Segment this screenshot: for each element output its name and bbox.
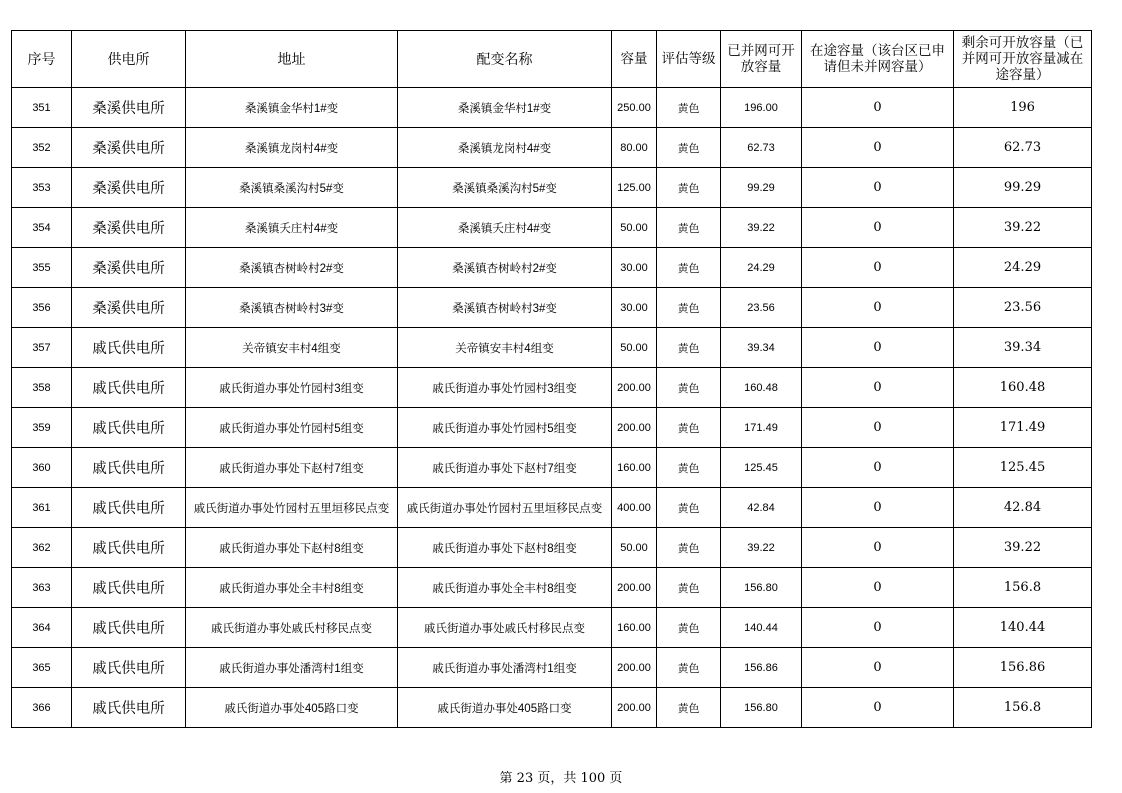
cell-seq: 354 [12, 208, 72, 248]
cell-remaining: 42.84 [954, 488, 1092, 528]
cell-capacity: 200.00 [612, 648, 657, 688]
cell-transformer: 桑溪镇金华村1#变 [398, 88, 612, 128]
table-row [12, 408, 1092, 448]
table-row [12, 128, 1092, 168]
cell-seq: 351 [12, 88, 72, 128]
cell-transformer: 戚氏街道办事处竹园村5组变 [398, 408, 612, 448]
cell-address: 戚氏街道办事处全丰村8组变 [186, 568, 398, 608]
cell-remaining: 156.86 [954, 648, 1092, 688]
cell-connected: 99.29 [721, 168, 802, 208]
cell-connected: 39.22 [721, 528, 802, 568]
cell-transformer: 桑溪镇杏树岭村2#变 [398, 248, 612, 288]
cell-capacity: 250.00 [612, 88, 657, 128]
cell-address: 戚氏街道办事处潘湾村1组变 [186, 648, 398, 688]
cell-in-transit: 0 [802, 128, 954, 168]
table-row [12, 448, 1092, 488]
cell-address: 戚氏街道办事处405路口变 [186, 688, 398, 728]
table-row [12, 288, 1092, 328]
cell-remaining: 125.45 [954, 448, 1092, 488]
cell-in-transit: 0 [802, 528, 954, 568]
cell-address: 戚氏街道办事处竹园村5组变 [186, 408, 398, 448]
cell-grade: 黄色 [657, 408, 721, 448]
cell-in-transit: 0 [802, 688, 954, 728]
table-header [12, 31, 1092, 88]
cell-in-transit: 0 [802, 368, 954, 408]
capacity-table [11, 30, 1092, 728]
cell-in-transit: 0 [802, 488, 954, 528]
cell-grade: 黄色 [657, 488, 721, 528]
cell-grade: 黄色 [657, 288, 721, 328]
header-station: 供电所 [72, 31, 186, 88]
cell-seq: 363 [12, 568, 72, 608]
cell-address: 桑溪镇杏树岭村2#变 [186, 248, 398, 288]
cell-seq: 360 [12, 448, 72, 488]
cell-seq: 353 [12, 168, 72, 208]
cell-transformer: 桑溪镇杏树岭村3#变 [398, 288, 612, 328]
cell-transformer: 戚氏街道办事处全丰村8组变 [398, 568, 612, 608]
cell-capacity: 50.00 [612, 328, 657, 368]
header-grade: 评估等级 [657, 31, 721, 88]
cell-in-transit: 0 [802, 208, 954, 248]
table-row [12, 568, 1092, 608]
cell-grade: 黄色 [657, 248, 721, 288]
cell-capacity: 200.00 [612, 408, 657, 448]
table-row [12, 88, 1092, 128]
cell-address: 桑溪镇金华村1#变 [186, 88, 398, 128]
cell-station: 戚氏供电所 [72, 528, 186, 568]
cell-capacity: 160.00 [612, 448, 657, 488]
cell-capacity: 30.00 [612, 288, 657, 328]
cell-remaining: 23.56 [954, 288, 1092, 328]
cell-connected: 156.80 [721, 688, 802, 728]
cell-transformer: 戚氏街道办事处竹园村五里垣移民点变 [398, 488, 612, 528]
cell-connected: 160.48 [721, 368, 802, 408]
cell-station: 桑溪供电所 [72, 208, 186, 248]
cell-remaining: 62.73 [954, 128, 1092, 168]
cell-capacity: 30.00 [612, 248, 657, 288]
cell-station: 戚氏供电所 [72, 568, 186, 608]
cell-connected: 125.45 [721, 448, 802, 488]
table-body [12, 88, 1092, 728]
cell-transformer: 桑溪镇桑溪沟村5#变 [398, 168, 612, 208]
cell-seq: 358 [12, 368, 72, 408]
cell-remaining: 39.22 [954, 208, 1092, 248]
cell-in-transit: 0 [802, 288, 954, 328]
table-row [12, 528, 1092, 568]
cell-connected: 23.56 [721, 288, 802, 328]
cell-connected: 156.80 [721, 568, 802, 608]
cell-seq: 355 [12, 248, 72, 288]
cell-remaining: 24.29 [954, 248, 1092, 288]
cell-in-transit: 0 [802, 328, 954, 368]
cell-station: 桑溪供电所 [72, 88, 186, 128]
table-row [12, 168, 1092, 208]
header-remaining: 剩余可开放容量（已并网可开放容量减在途容量） [954, 31, 1092, 88]
header-in-transit: 在途容量（该台区已申请但未并网容量） [802, 31, 954, 88]
cell-station: 戚氏供电所 [72, 408, 186, 448]
cell-in-transit: 0 [802, 608, 954, 648]
cell-transformer: 戚氏街道办事处潘湾村1组变 [398, 648, 612, 688]
cell-station: 戚氏供电所 [72, 688, 186, 728]
cell-transformer: 关帝镇安丰村4组变 [398, 328, 612, 368]
cell-station: 戚氏供电所 [72, 368, 186, 408]
cell-seq: 359 [12, 408, 72, 448]
cell-grade: 黄色 [657, 128, 721, 168]
cell-connected: 156.86 [721, 648, 802, 688]
header-connected: 已并网可开放容量 [721, 31, 802, 88]
cell-station: 戚氏供电所 [72, 448, 186, 488]
cell-grade: 黄色 [657, 328, 721, 368]
table-row [12, 688, 1092, 728]
cell-remaining: 156.8 [954, 688, 1092, 728]
header-address: 地址 [186, 31, 398, 88]
cell-address: 桑溪镇夭庄村4#变 [186, 208, 398, 248]
cell-connected: 42.84 [721, 488, 802, 528]
cell-station: 戚氏供电所 [72, 648, 186, 688]
cell-grade: 黄色 [657, 368, 721, 408]
cell-capacity: 200.00 [612, 688, 657, 728]
cell-station: 戚氏供电所 [72, 488, 186, 528]
cell-remaining: 160.48 [954, 368, 1092, 408]
cell-remaining: 39.34 [954, 328, 1092, 368]
header-seq: 序号 [12, 31, 72, 88]
cell-address: 桑溪镇桑溪沟村5#变 [186, 168, 398, 208]
cell-capacity: 80.00 [612, 128, 657, 168]
cell-station: 桑溪供电所 [72, 288, 186, 328]
page-number: 第 23 页，共 100 页 [499, 771, 623, 786]
cell-transformer: 戚氏街道办事处戚氏村移民点变 [398, 608, 612, 648]
cell-grade: 黄色 [657, 528, 721, 568]
cell-connected: 39.34 [721, 328, 802, 368]
cell-remaining: 39.22 [954, 528, 1092, 568]
cell-seq: 352 [12, 128, 72, 168]
cell-in-transit: 0 [802, 648, 954, 688]
cell-station: 戚氏供电所 [72, 608, 186, 648]
cell-transformer: 戚氏街道办事处下赵村7组变 [398, 448, 612, 488]
cell-grade: 黄色 [657, 208, 721, 248]
cell-grade: 黄色 [657, 448, 721, 488]
cell-address: 戚氏街道办事处竹园村五里垣移民点变 [186, 488, 398, 528]
cell-seq: 361 [12, 488, 72, 528]
cell-connected: 196.00 [721, 88, 802, 128]
cell-address: 戚氏街道办事处戚氏村移民点变 [186, 608, 398, 648]
cell-transformer: 戚氏街道办事处下赵村8组变 [398, 528, 612, 568]
cell-seq: 356 [12, 288, 72, 328]
cell-connected: 39.22 [721, 208, 802, 248]
cell-seq: 365 [12, 648, 72, 688]
cell-connected: 171.49 [721, 408, 802, 448]
cell-connected: 24.29 [721, 248, 802, 288]
table-row [12, 368, 1092, 408]
cell-in-transit: 0 [802, 568, 954, 608]
cell-capacity: 200.00 [612, 568, 657, 608]
cell-in-transit: 0 [802, 248, 954, 288]
header-row [12, 31, 1092, 88]
cell-in-transit: 0 [802, 168, 954, 208]
header-capacity: 容量 [612, 31, 657, 88]
cell-capacity: 125.00 [612, 168, 657, 208]
cell-station: 桑溪供电所 [72, 168, 186, 208]
cell-transformer: 戚氏街道办事处竹园村3组变 [398, 368, 612, 408]
cell-capacity: 400.00 [612, 488, 657, 528]
table-row [12, 248, 1092, 288]
header-transformer: 配变名称 [398, 31, 612, 88]
cell-capacity: 50.00 [612, 208, 657, 248]
cell-address: 戚氏街道办事处竹园村3组变 [186, 368, 398, 408]
cell-station: 桑溪供电所 [72, 248, 186, 288]
cell-address: 戚氏街道办事处下赵村7组变 [186, 448, 398, 488]
table-row [12, 608, 1092, 648]
cell-grade: 黄色 [657, 648, 721, 688]
cell-transformer: 桑溪镇龙岗村4#变 [398, 128, 612, 168]
table-row [12, 648, 1092, 688]
cell-address: 戚氏街道办事处下赵村8组变 [186, 528, 398, 568]
cell-address: 桑溪镇龙岗村4#变 [186, 128, 398, 168]
cell-connected: 62.73 [721, 128, 802, 168]
cell-grade: 黄色 [657, 168, 721, 208]
cell-grade: 黄色 [657, 568, 721, 608]
cell-grade: 黄色 [657, 688, 721, 728]
cell-remaining: 156.8 [954, 568, 1092, 608]
cell-remaining: 99.29 [954, 168, 1092, 208]
cell-capacity: 50.00 [612, 528, 657, 568]
cell-remaining: 171.49 [954, 408, 1092, 448]
table-row [12, 208, 1092, 248]
cell-transformer: 戚氏街道办事处405路口变 [398, 688, 612, 728]
cell-remaining: 140.44 [954, 608, 1092, 648]
cell-seq: 362 [12, 528, 72, 568]
table-row [12, 488, 1092, 528]
cell-capacity: 200.00 [612, 368, 657, 408]
cell-in-transit: 0 [802, 408, 954, 448]
cell-in-transit: 0 [802, 88, 954, 128]
cell-seq: 366 [12, 688, 72, 728]
cell-station: 桑溪供电所 [72, 128, 186, 168]
cell-seq: 364 [12, 608, 72, 648]
cell-remaining: 196 [954, 88, 1092, 128]
table-row [12, 328, 1092, 368]
cell-seq: 357 [12, 328, 72, 368]
cell-transformer: 桑溪镇夭庄村4#变 [398, 208, 612, 248]
cell-address: 关帝镇安丰村4组变 [186, 328, 398, 368]
cell-station: 戚氏供电所 [72, 328, 186, 368]
cell-in-transit: 0 [802, 448, 954, 488]
cell-capacity: 160.00 [612, 608, 657, 648]
cell-address: 桑溪镇杏树岭村3#变 [186, 288, 398, 328]
cell-grade: 黄色 [657, 608, 721, 648]
cell-grade: 黄色 [657, 88, 721, 128]
cell-connected: 140.44 [721, 608, 802, 648]
